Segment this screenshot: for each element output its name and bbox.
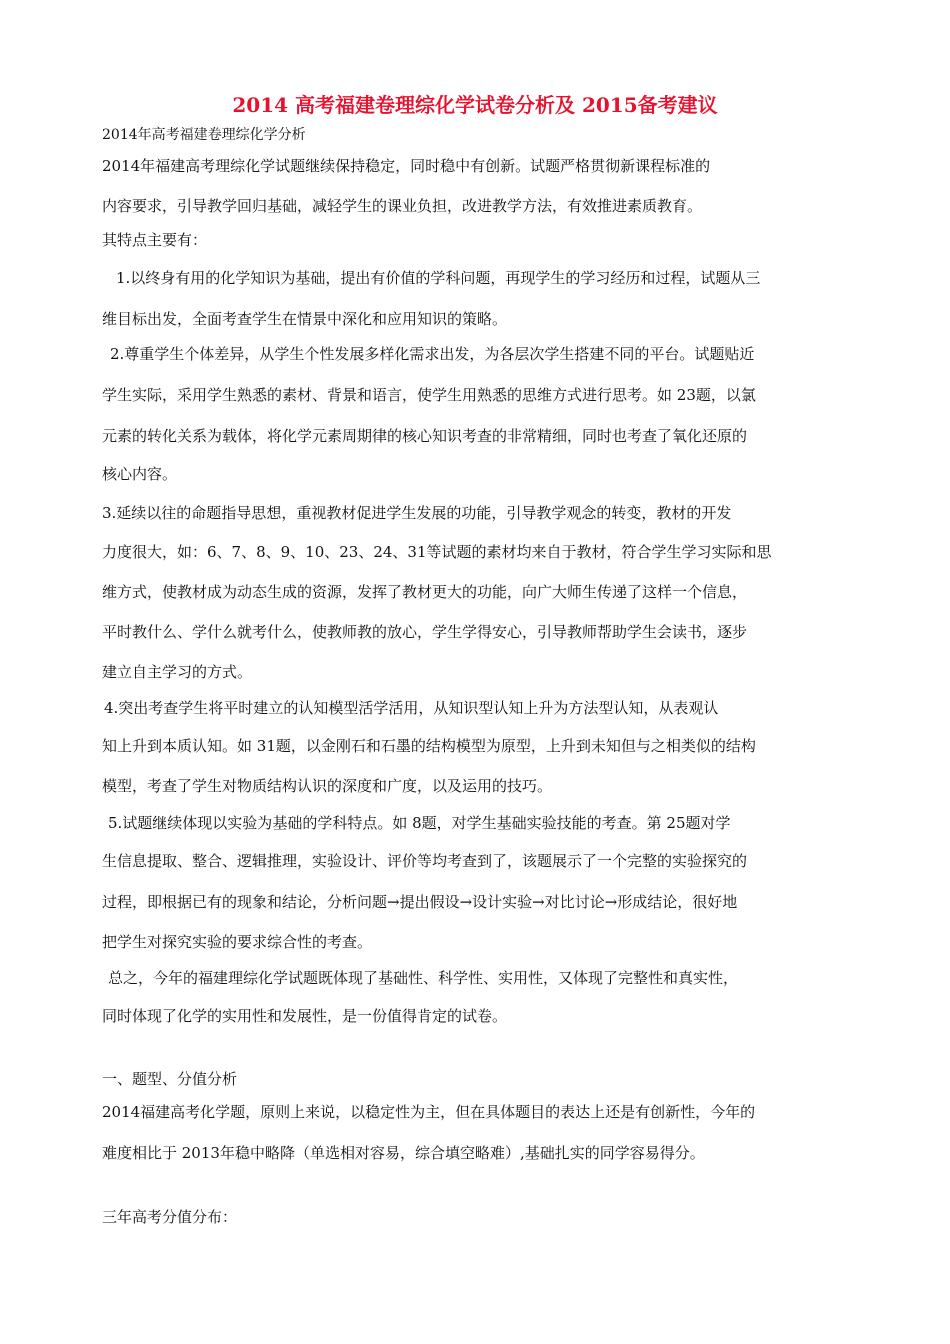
- paragraph-line: 2014年福建高考理综化学试题继续保持稳定，同时稳中有创新。试题严格贯彻新课程标准的: [102, 157, 711, 175]
- paragraph-line: 维方式，使教材成为动态生成的资源，发挥了教材更大的功能，向广大师生传递了这样一个信息，: [102, 583, 748, 601]
- paragraph-line: 4.突出考查学生将平时建立的认知模型活学活用，从知识型认知上升为方法型认知，从表观认: [104, 699, 719, 717]
- paragraph-line: 5.试题继续体现以实验为基础的学科特点。如 8题，对学生基础实验技能的考查。第 25题对学: [108, 814, 731, 832]
- paragraph-line: 总之，今年的福建理综化学试题既体现了基础性、科学性、实用性，又体现了完整性和真实性，: [108, 969, 739, 987]
- paragraph-line: 内容要求，引导教学回归基础，减轻学生的课业负担，改进教学方法，有效推进素质教育。: [102, 197, 703, 215]
- section-heading: 一、题型、分值分析: [102, 1070, 238, 1088]
- paragraph-line: 元素的转化关系为载体，将化学元素周期律的核心知识考查的非常精细，同时也考查了氧化还原的: [102, 427, 748, 445]
- document-title: 2014 高考福建卷理综化学试卷分析及 2015备考建议: [232, 93, 718, 117]
- paragraph-line: 学生实际，采用学生熟悉的素材、背景和语言，使学生用熟悉的思维方式进行思考。如 23题，以氯: [102, 386, 756, 404]
- paragraph-line: 核心内容。: [102, 465, 178, 483]
- paragraph-line: 维目标出发，全面考查学生在情景中深化和应用知识的策略。: [102, 310, 508, 328]
- paragraph-line: 3.延续以往的命题指导思想，重视教材促进学生发展的功能，引导教学观念的转变，教材的开发: [102, 504, 732, 522]
- paragraph-line: 难度相比于 2013年稳中略降（单选相对容易，综合填空略难）,基础扎实的同学容易得分。: [102, 1144, 705, 1162]
- paragraph-line: 过程，即根据已有的现象和结论，分析问题→提出假设→设计实验→对比讨论→形成结论，很好地: [102, 893, 738, 911]
- paragraph-line: 同时体现了化学的实用性和发展性，是一份值得肯定的试卷。: [102, 1007, 508, 1025]
- subtitle-line: 2014年高考福建卷理综化学分析: [102, 127, 306, 143]
- paragraph-line: 2.尊重学生个体差异，从学生个性发展多样化需求出发，为各层次学生搭建不同的平台。试题贴近: [110, 345, 755, 363]
- paragraph-line: 知上升到本质认知。如 31题，以金刚石和石墨的结构模型为原型，上升到未知但与之相类似的结构: [102, 737, 756, 755]
- paragraph-line: 平时教什么、学什么就考什么，使教师教的放心，学生学得安心，引导教师帮助学生会读书，逐步: [102, 623, 748, 641]
- paragraph-line: 模型，考查了学生对物质结构认识的深度和广度，以及运用的技巧。: [102, 777, 553, 795]
- paragraph-line: 生信息提取、整合、逻辑推理，实验设计、评价等均考查到了，该题展示了一个完整的实验探究的: [102, 852, 748, 870]
- paragraph-line: 2014福建高考化学题，原则上来说，以稳定性为主，但在具体题目的表达上还是有创新性，今年的: [102, 1103, 756, 1121]
- paragraph-line: 其特点主要有：: [102, 231, 208, 249]
- paragraph-line: 把学生对探究实验的要求综合性的考查。: [102, 933, 373, 951]
- paragraph-line: 1.以终身有用的化学知识为基础，提出有价值的学科问题，再现学生的学习经历和过程，试题从三: [116, 269, 761, 287]
- paragraph-line: 三年高考分值分布：: [102, 1208, 238, 1226]
- paragraph-line: 力度很大，如：6、7、8、9、10、23、24、31等试题的素材均来自于教材，符合学生学习实际和思: [102, 543, 772, 561]
- paragraph-line: 建立自主学习的方式。: [102, 663, 253, 681]
